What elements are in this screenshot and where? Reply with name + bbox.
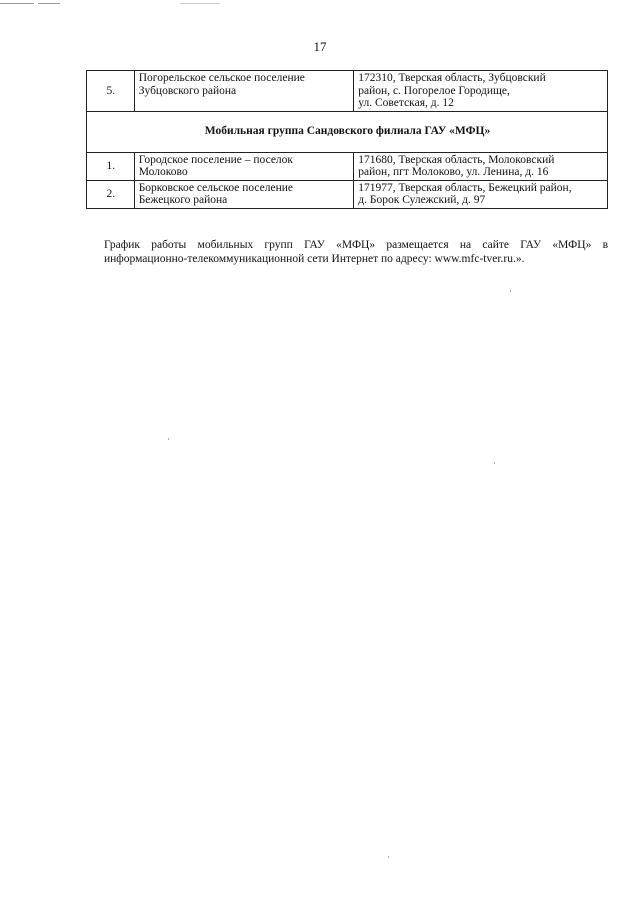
- address-cell: [354, 180, 608, 208]
- address-cell: [354, 152, 608, 180]
- table-row: [87, 152, 608, 180]
- scan-artifact-dot: [510, 290, 511, 292]
- schedule-note-paragraph: [104, 238, 608, 266]
- scan-artifact-dot: [168, 438, 169, 440]
- group-header: Мобильная группа Сандовского филиала ГАУ «МФЦ»: [87, 111, 608, 152]
- locations-table: [86, 70, 608, 209]
- scan-artifact-line: [180, 3, 220, 4]
- settlement-name-line: Зубцовского района: [138, 84, 237, 97]
- scan-artifact-line: [38, 3, 60, 4]
- address-line: ул. Советская, д. 12: [358, 97, 454, 109]
- row-number: 1.: [87, 152, 135, 180]
- settlement-name-line: Городское поселение – поселок: [138, 153, 293, 166]
- paragraph-line: График работы мобильных групп ГАУ «МФЦ» размещается на сайте ГАУ «МФЦ» в: [104, 239, 608, 251]
- scan-artifact-line: [0, 3, 34, 4]
- paragraph-line: информационно-телекоммуникационной сети Интернет по адресу: www.mfc-tver.ru.».: [104, 253, 525, 265]
- table-row: [87, 71, 608, 112]
- address-line: 172310, Тверская область, Зубцовский: [358, 72, 546, 84]
- settlement-name-line: Погорельское сельское поселение: [138, 72, 305, 84]
- table-row: [87, 180, 608, 208]
- group-header-row: [87, 111, 608, 152]
- address-line: 171680, Тверская область, Молоковский: [358, 153, 555, 166]
- settlement-name-cell: [134, 71, 354, 112]
- address-line: район, пгт Молоково, ул. Ленина, д. 16: [358, 166, 549, 178]
- settlement-name-cell: [134, 152, 354, 180]
- settlement-name-line: Бежецкого района: [138, 194, 228, 206]
- scan-artifact-dot: [388, 856, 389, 858]
- row-number: 5.: [87, 71, 135, 112]
- row-number: 2.: [87, 180, 135, 208]
- settlement-name-line: Борковское сельское поселение: [138, 181, 294, 194]
- address-line: район, с. Погорелое Городище,: [358, 84, 510, 97]
- address-cell: [354, 71, 608, 112]
- address-line: д. Борок Сулежский, д. 97: [358, 194, 486, 206]
- settlement-name-line: Молоково: [138, 166, 188, 178]
- settlement-name-cell: [134, 180, 354, 208]
- scan-artifact-dot: [494, 462, 495, 464]
- page-number: 17: [313, 39, 327, 54]
- address-line: 171977, Тверская область, Бежецкий район,: [358, 181, 572, 194]
